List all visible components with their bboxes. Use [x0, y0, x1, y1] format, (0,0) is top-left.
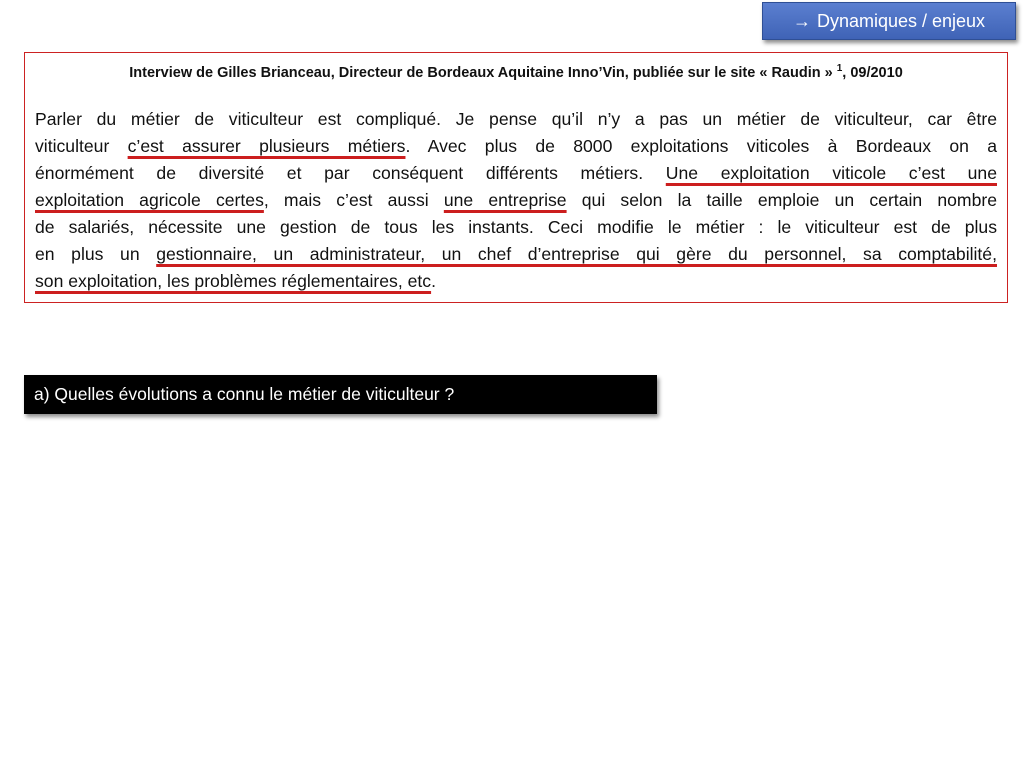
quote-text: de salariés, nécessite une gestion de tous les instants. Ceci modifie le métier : le viticulteur est de plus — [35, 217, 997, 237]
question-box — [24, 375, 657, 414]
underlined-phrase: son exploitation, les problèmes réglementaires, etc — [35, 271, 432, 291]
interview-quote-box — [24, 52, 1008, 303]
underlined-phrase: exploitation agricole certes — [35, 190, 264, 210]
quote-line-6 — [35, 241, 997, 268]
section-badge[interactable] — [762, 2, 1016, 40]
quote-text: viticulteur — [35, 136, 128, 156]
quote-body — [35, 106, 997, 295]
quote-text: , mais c’est aussi — [263, 190, 444, 210]
quote-text: . Avec plus de 8000 exploitations viticoles à Bordeaux on a — [405, 136, 998, 156]
footnote-marker: 1 — [836, 63, 843, 74]
quote-line-1 — [35, 106, 997, 133]
quote-text: qui selon la taille emploie un certain nombre — [566, 190, 997, 210]
quote-text: Parler du métier de viticulteur est compliqué. Je pense qu’il n’y a pas un métier de viticulteur, car être — [35, 109, 997, 129]
section-badge-label: Dynamiques / enjeux — [816, 10, 986, 31]
quote-title — [25, 63, 1007, 81]
question-label: a) Quelles évolutions a connu le métier de viticulteur ? — [34, 384, 455, 404]
quote-line-3 — [35, 160, 997, 187]
quote-line-2 — [35, 133, 997, 160]
quote-text: énormément de diversité et par conséquent différents métiers. — [35, 163, 666, 183]
quote-line-5 — [35, 214, 997, 241]
quote-text: . — [431, 271, 436, 291]
underlined-phrase: gestionnaire, un administrateur, un chef d’entreprise qui gère du personnel, sa comptabilité, — [156, 244, 997, 264]
quote-line-4 — [35, 187, 997, 214]
quote-title-text: Interview de Gilles Brianceau, Directeur de Bordeaux Aquitaine Inno’Vin, publiée sur le site « Raudin » — [129, 64, 837, 81]
quote-line-7 — [35, 268, 997, 295]
quote-title-date: , 09/2010 — [842, 64, 903, 81]
underlined-phrase: Une exploitation viticole c’est une — [665, 163, 997, 183]
underlined-phrase: c’est assurer plusieurs métiers — [127, 136, 406, 156]
quote-text: en plus un — [35, 244, 157, 264]
right-arrow-icon: → — [792, 10, 811, 31]
underlined-phrase: une entreprise — [443, 190, 567, 210]
